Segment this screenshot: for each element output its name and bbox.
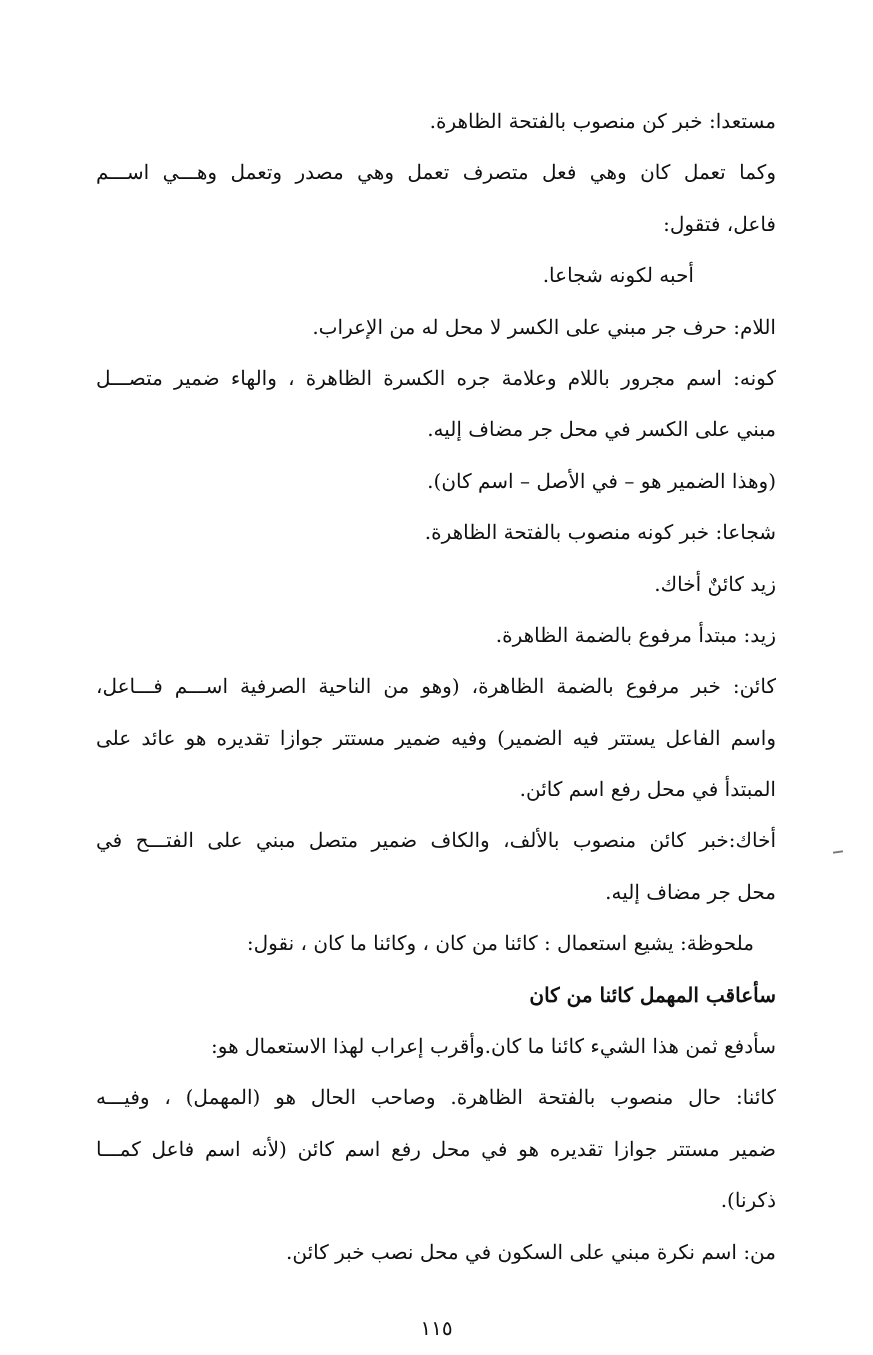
page-number: ١١٥ [420, 1316, 453, 1340]
text-line: ضمير مستتر جوازا تقديره هو في محل رفع اسم كائن (لأنه اسم فاعل كمـــا [96, 1136, 776, 1161]
text-line: كونه: اسم مجرور باللام وعلامة جره الكسرة الظاهرة ، والهاء ضمير متصـــل [96, 365, 776, 390]
text-line: من: اسم نكرة مبني على السكون في محل نصب خبر كائن. [286, 1239, 776, 1264]
note-line: ملحوظة: يشيع استعمال : كائنا من كان ، وكائنا ما كان ، نقول: [246, 931, 754, 956]
margin-mark [833, 850, 843, 853]
text-line: مستعدا: خبر كن منصوب بالفتحة الظاهرة. [429, 109, 776, 133]
example-sentence: سأدفع ثمن هذا الشيء كائنا ما كان.وأقرب إعراب لهذا الاستعمال هو: [211, 1034, 776, 1059]
text-line: ذكرنا). [720, 1188, 776, 1213]
text-line: كائنا: حال منصوب بالفتحة الظاهرة. وصاحب الحال هو (المهمل) ، وفيـــه [96, 1085, 776, 1110]
page-body [96, 96, 776, 1278]
text-line: كائن: خبر مرفوع بالضمة الظاهرة، (وهو من الناحية الصرفية اســـم فـــاعل، [96, 674, 776, 699]
text-line: زيد: مبتدأ مرفوع بالضمة الظاهرة. [495, 622, 776, 647]
text-line: أخاك:خبر كائن منصوب بالألف، والكاف ضمير متصل مبني على الفتـــح في [96, 828, 776, 853]
text-line: شجاعا: خبر كونه منصوب بالفتحة الظاهرة. [424, 520, 776, 545]
text-line: (وهذا الضمير هو – في الأصل – اسم كان). [427, 468, 776, 493]
text-line: محل جر مضاف إليه. [605, 879, 776, 904]
text-line: فاعل، فتقول: [663, 211, 776, 236]
text-line: وكما تعمل كان وهي فعل متصرف تعمل وهي مصدر وتعمل وهـــي اســـم [96, 160, 776, 185]
example-sentence: سأعاقب المهمل كائنا من كان [529, 982, 776, 1007]
example-sentence: زيد كائنٌ أخاك. [654, 571, 776, 596]
text-line: اللام: حرف جر مبني على الكسر لا محل له من الإعراب. [312, 314, 776, 339]
text-line: المبتدأ في محل رفع اسم كائن. [519, 777, 776, 802]
text-line: واسم الفاعل يستتر فيه الضمير) وفيه ضمير مستتر جوازا تقديره هو عائد على [96, 725, 776, 750]
example-sentence: أحبه لكونه شجاعا. [542, 263, 694, 288]
text-line: مبني على الكسر في محل جر مضاف إليه. [427, 417, 776, 442]
